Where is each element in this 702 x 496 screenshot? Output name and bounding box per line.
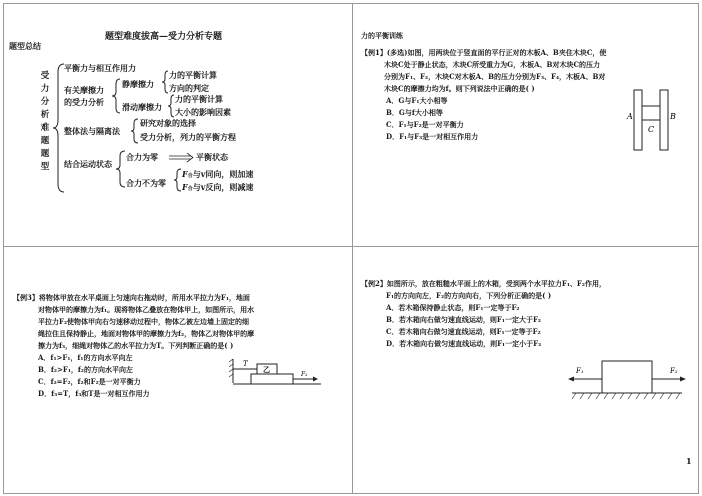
q3-line-3: 平拉力F₂使物体甲向右匀速移动过程中，物体乙被左边墙上固定的细 — [38, 317, 250, 326]
label-yi: 乙 — [263, 365, 270, 374]
horizontal-divider — [3, 246, 698, 247]
f-opposite-direction: F合与v反向，则减速 — [182, 182, 254, 192]
summary-label: 题型总结 — [9, 41, 41, 51]
friction-label-1: 有关摩擦力 — [64, 85, 104, 95]
net-force-nonzero: 合力不为零 — [126, 178, 166, 188]
sliding-brace — [167, 94, 175, 118]
wooden-box — [602, 361, 652, 393]
q3-figure — [227, 357, 325, 391]
q2-heading: 力的平衡训练 — [361, 31, 403, 40]
board-b — [660, 90, 668, 150]
q2-line-2: 木块C处于静止状态，木块C所受重力为G，木板A、B对木块C的压力 — [384, 60, 601, 69]
q3-line-4: 绳拉住且保持静止，地面对物体甲的摩擦力为f₂，物体乙对物体甲的摩 — [38, 329, 255, 338]
q4-option-b: B．若木箱向右做匀速直线运动，则F₁一定大于F₂ — [386, 315, 541, 324]
label-f1: F₁ — [576, 367, 584, 375]
section-title: 题型难度拔高—受力分析专题 — [105, 32, 223, 42]
equilibrium-state: 平衡状态 — [196, 152, 228, 162]
q2-figure — [622, 86, 682, 154]
static-item-2: 方向的判定 — [169, 83, 209, 93]
net-force-zero: 合力为零 — [126, 152, 158, 162]
q4-option-d: D．若木箱向右做匀速直线运动，则F₁一定小于F₂ — [386, 339, 542, 348]
sliding-item-2: 大小的影响因素 — [175, 107, 231, 117]
motion-brace — [115, 150, 126, 188]
label-t: T — [243, 360, 248, 368]
q4-line-2: F₁的方向向左，F₂的方向向右，下列分析正确的是( ) — [386, 291, 552, 300]
whole-isolation: 整体法与隔离法 — [64, 126, 120, 136]
q2-line-4: 木块C的摩擦力均为f。则下列说法中正确的是( ) — [384, 84, 535, 93]
q2-line-3: 分别为F₁、F₂，木块C对木板A、B的压力分别为F₃、F₄，木板A、B对 — [384, 72, 606, 81]
static-item-1: 力的平衡计算 — [169, 70, 217, 80]
label-f2: F₂ — [670, 367, 678, 375]
q2-option-c: C．F₁与F₂是一对平衡力 — [386, 120, 464, 129]
item-balance-vs-action: 平衡力与相互作用力 — [64, 63, 136, 73]
board-a — [634, 90, 642, 150]
friction-label-2: 的受力分析 — [64, 97, 104, 107]
f-same-direction: F合与v同向，则加速 — [182, 169, 254, 179]
sliding-friction: 滑动摩擦力 — [122, 102, 162, 112]
whole-brace — [130, 118, 139, 144]
static-friction: 静摩擦力 — [122, 79, 154, 89]
side-label: 受 力 分 析 难 题 题 型 — [40, 71, 50, 172]
q2-option-a: A．G与F₁大小相等 — [386, 96, 448, 105]
friction-brace — [111, 78, 121, 114]
q3-option-b: B．f₂>F₁，f₂的方向水平向左 — [38, 365, 133, 374]
q4-option-a: A．若木箱保持静止状态，则F₁一定等于F₂ — [386, 303, 520, 312]
q4-option-c: C．若木箱向右做匀速直线运动，则F₁一定等于F₂ — [386, 327, 541, 336]
vertical-divider — [352, 3, 353, 493]
whole-item-1: 研究对象的选择 — [140, 118, 196, 128]
nonzero-brace — [173, 168, 182, 192]
label-c: C — [648, 125, 655, 134]
label-b: B — [670, 112, 676, 121]
whole-item-2: 受力分析，列力的平衡方程 — [140, 132, 236, 142]
label-a: A — [627, 112, 633, 121]
q4-figure — [562, 357, 694, 403]
q3-option-c: C．f₂=F₂，f₂和F₂是一对平衡力 — [38, 377, 141, 386]
sliding-item-1: 力的平衡计算 — [175, 94, 223, 104]
q3-line-1: 【例3】将物体甲放在水平桌面上匀速向右拖动时，所用水平拉力为F₁，地面 — [13, 293, 250, 302]
block-c — [642, 106, 660, 120]
q3-line-5: 擦力为f₃，细绳对物体乙的水平拉力为T。下列判断正确的是( ) — [38, 341, 234, 350]
q3-option-d: D．f₃=T，f₃和T是一对相互作用力 — [38, 389, 150, 398]
q2-option-d: D．F₁与F₃是一对相互作用力 — [386, 132, 479, 141]
double-arrow — [167, 153, 195, 163]
label-f2: F₂ — [301, 371, 308, 378]
q3-line-2: 对物体甲的摩擦力为f₁。现将物体乙叠放在物体甲上，如图所示，用水 — [38, 305, 255, 314]
q2-line-1: 【例1】(多选)如图，用两块位于竖直面的平行正对的木板A、B夹住木块C，使 — [361, 48, 607, 57]
block-jia — [251, 374, 293, 384]
motion-state: 结合运动状态 — [64, 159, 112, 169]
q2-option-b: B．G与f大小相等 — [386, 108, 443, 117]
static-brace — [161, 70, 169, 94]
q4-line-1: 【例2】如图所示，放在粗糙水平面上的木箱，受到两个水平拉力F₁、F₂作用， — [361, 279, 606, 288]
q3-option-a: A．f₁>F₁，f₁的方向水平向左 — [38, 353, 133, 362]
page-number: 1 — [686, 456, 692, 466]
